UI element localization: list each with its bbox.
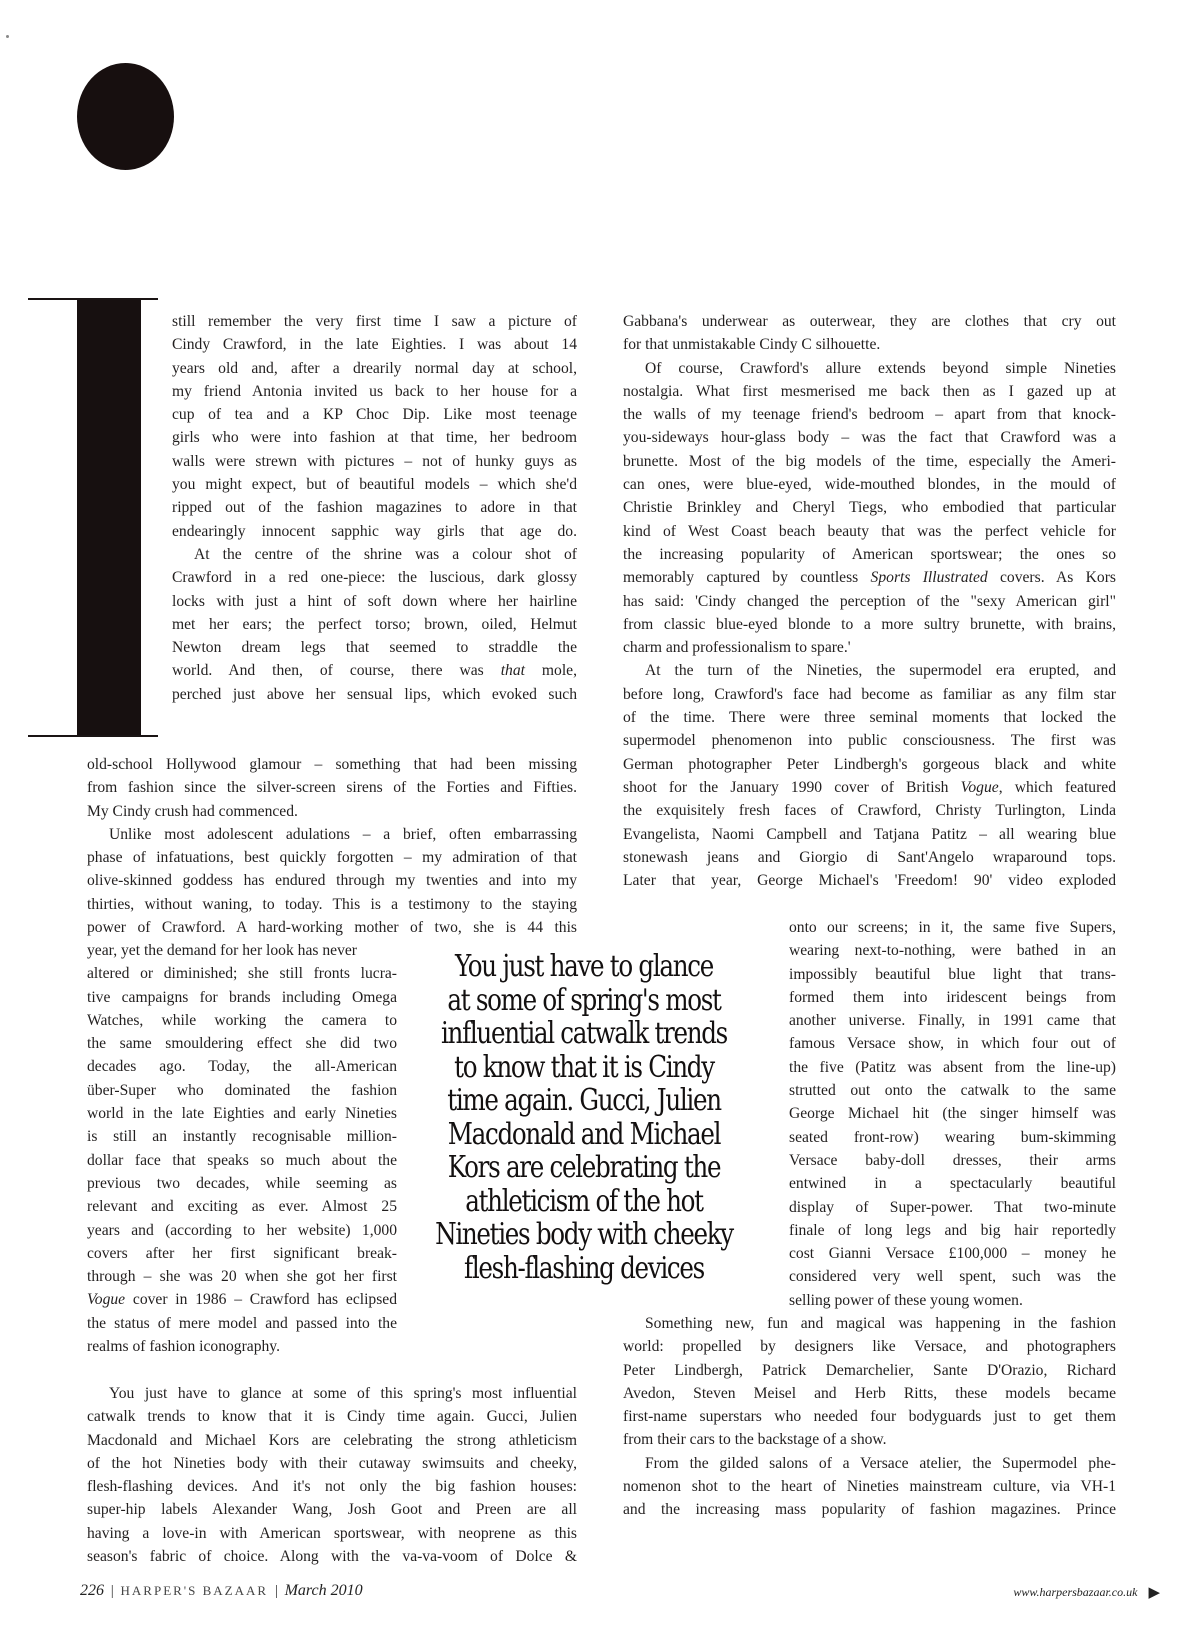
decorative-black-circle	[77, 63, 174, 170]
text-line: From the gilded salons of a Versace atelier, the Supermodel phe-	[645, 1454, 1116, 1472]
italic-emphasis: that	[500, 662, 525, 680]
text-line: supermodel phenomenon into public consciousness. The first was	[623, 732, 1116, 750]
text-run: mole,	[524, 662, 578, 680]
drop-cap-I	[28, 298, 158, 737]
pull-quote-line: Kors are celebrating the	[447, 1150, 721, 1185]
issue-date: March 2010	[284, 1582, 363, 1599]
text-line: You just have to glance at some of this spring's most influential	[109, 1385, 577, 1402]
text-line: the walls of my teenage friend's bedroom – apart from that knock-	[623, 406, 1116, 424]
pull-quote-line: flesh-flashing devices	[464, 1250, 704, 1286]
text-line: onto our screens; in it, the same five Supers,	[789, 919, 1116, 936]
text-line: power of Crawford. A hard-working mother of two, she is 44 this	[87, 919, 577, 937]
pull-quote-line: time again. Gucci, Julien	[447, 1083, 721, 1118]
text-line: you might expect, but of beautiful models – which she'd	[172, 476, 577, 494]
text-line: wearing next-to-nothing, were bathed in an	[789, 942, 1116, 960]
text-line: At the centre of the shrine was a colour shot of	[194, 545, 577, 563]
text-line: and the increasing mass popularity of fashion magazines. Prince	[623, 1501, 1116, 1519]
text-run: shoot for the January 1990 cover of British	[623, 778, 961, 796]
separator: |	[274, 1583, 278, 1599]
text-line: catwalk trends to know that it is Cindy time again. Gucci, Julien	[87, 1408, 577, 1426]
scan-speck	[6, 35, 9, 38]
text-line: George Michael hit (the singer himself was	[789, 1105, 1116, 1123]
pull-quote-line: You just have to glance	[455, 949, 713, 984]
text-line: Something new, fun and magical was happening in the fashion	[645, 1315, 1116, 1332]
drop-cap-serif-bottom	[28, 735, 158, 737]
separator: |	[110, 1583, 114, 1599]
pull-quote-line: athleticism of the hot	[465, 1183, 703, 1219]
text-line: nomenon shot to the heart of Nineties mainstream culture, via VH-1	[623, 1478, 1116, 1496]
text-line: has said: 'Cindy changed the perception of the "sexy American girl"	[623, 592, 1116, 610]
text-line: before long, Crawford's face had become as familiar as any film star	[623, 685, 1116, 703]
text-line: famous Versace show, in which four out of	[789, 1035, 1116, 1053]
text-line: Evangelista, Naomi Campbell and Tatjana Patitz – all wearing blue	[623, 825, 1116, 843]
magazine-name: HARPER'S BAZAAR	[120, 1583, 269, 1598]
italic-emphasis: Vogue	[960, 778, 999, 796]
text-line: another universe. Finally, in 1991 came that	[789, 1012, 1116, 1030]
text-line: entwined in a spectacularly beautiful	[789, 1175, 1116, 1193]
pull-quote-line: to know that it is Cindy	[454, 1049, 714, 1085]
text-line: Cindy Crawford, in the late Eighties. I was about 14	[172, 336, 577, 354]
text-run: covers. As Kors	[987, 569, 1116, 587]
text-line: relevant and exciting as ever. Almost 25	[87, 1198, 397, 1216]
page-footer-website	[1013, 1583, 1160, 1602]
text-line: formed them into iridescent beings from	[789, 988, 1116, 1006]
text-line: from fashion since the silver-screen sirens of the Forties and Fifties.	[87, 779, 577, 797]
col2-bottom-paragraphs	[623, 1312, 1116, 1522]
text-line: Of course, Crawford's allure extends beyond simple Nineties	[645, 359, 1116, 377]
text-line: Crawford in a red one-piece: the luscious, dark glossy	[172, 569, 577, 587]
text-line: considered very well spent, such was the	[789, 1268, 1116, 1286]
text-line: display of Super-power. That two-minute	[789, 1198, 1116, 1216]
text-line: thirties, without waning, to today. This is a testimony to the staying	[87, 895, 577, 913]
text-line: seated front-row) wearing bum-skimming	[789, 1128, 1116, 1146]
text-line: dollar face that speaks so much about the	[87, 1151, 397, 1169]
text-line: years and (according to her website) 1,000	[87, 1221, 397, 1239]
text-line: At the turn of the Nineties, the supermodel era erupted, and	[645, 662, 1116, 680]
text-line: for that unmistakable Cindy C silhouette.	[623, 336, 881, 354]
text-line: altered or diminished; she still fronts lucra-	[87, 965, 397, 983]
text-line: endearingly innocent sapphic way girls that age do.	[172, 522, 577, 540]
text-run: cover in 1986 – Crawford has eclipsed	[125, 1291, 397, 1309]
page-number: 226	[80, 1582, 104, 1599]
text-line: olive-skinned goddess has endured through my twenties and into my	[87, 872, 577, 890]
text-line: finale of long legs and big hair reportedly	[789, 1221, 1116, 1239]
pull-quote-line: Nineties body with cheeky	[435, 1217, 733, 1252]
text-line: the increasing popularity of American sportswear; the ones so	[623, 545, 1116, 563]
pull-quote-line: influential catwalk trends	[440, 1016, 728, 1051]
next-page-arrow-icon[interactable]: ▶	[1148, 1585, 1160, 1601]
text-line	[623, 566, 1116, 589]
text-line: having a love-in with American sportswear, with neoprene as this	[87, 1524, 577, 1542]
text-line: phase of infatuations, best quickly forgotten – my admiration of that	[87, 849, 577, 867]
text-line: tive campaigns for brands including Omega	[87, 988, 397, 1006]
col1-narrow-paragraph	[87, 939, 397, 1358]
text-line: Watches, while working the camera to	[87, 1011, 397, 1029]
text-line: perched just above her sensual lips, which evoked such	[172, 685, 577, 703]
text-line: can ones, were blue-eyed, wide-mouthed blondes, in the mould of	[623, 476, 1116, 494]
drop-cap-stem	[77, 300, 141, 735]
text-line: decades ago. Today, the all-American	[87, 1058, 397, 1076]
text-line: über-Super who dominated the fashion	[87, 1081, 397, 1099]
text-line: super-hip labels Alexander Wang, Josh Goot and Preen are all	[87, 1501, 577, 1519]
text-line: the status of mere model and passed into the	[87, 1314, 397, 1332]
text-line: Later that year, George Michael's 'Freedom! 90' video exploded	[623, 872, 1116, 890]
pull-quote	[435, 950, 733, 1285]
text-line: year, yet the demand for her look has never	[87, 942, 357, 959]
page-footer-folio	[80, 1582, 363, 1600]
text-line: Christie Brinkley and Cheryl Tiegs, who embodied that particular	[623, 499, 1116, 517]
text-line: met her ears; the perfect torso; brown, oiled, Helmut	[172, 615, 577, 633]
text-line: first-name superstars who needed four bodyguards just to get them	[623, 1408, 1116, 1426]
text-line: selling power of these young women.	[789, 1291, 1023, 1309]
text-line: covers after her first significant break-	[87, 1244, 397, 1262]
text-line: girls who were into fashion at that time, her bedroom	[172, 429, 577, 447]
text-line: the exquisitely fresh faces of Crawford, Christy Turlington, Linda	[623, 802, 1116, 820]
text-line: still remember the very first time I saw a picture of	[172, 313, 577, 330]
text-line: Peter Lindbergh, Patrick Demarchelier, Sante D'Orazio, Richard	[623, 1361, 1116, 1379]
text-line: my friend Antonia invited us back to her house for a	[172, 382, 577, 400]
text-line: previous two decades, while seeming as	[87, 1174, 397, 1192]
text-line: of the hot Nineties body with their cutaway swimsuits and cheeky,	[87, 1454, 577, 1472]
col1-full-paragraphs	[87, 753, 577, 939]
text-run: world. And then, of course, there was	[172, 662, 501, 680]
text-line: Versace baby-doll dresses, their arms	[789, 1151, 1116, 1169]
text-line: from their cars to the backstage of a show.	[623, 1431, 887, 1449]
text-line: ripped out of the fashion magazines to adore in that	[172, 499, 577, 517]
text-line: Newton dream legs that seemed to straddle the	[172, 639, 577, 657]
text-line: charm and professionalism to spare.'	[623, 639, 851, 657]
text-line: nostalgia. What first mesmerised me back then as I gazed up at	[623, 382, 1116, 400]
text-line: walls were strewn with pictures – not of hunky guys as	[172, 452, 577, 470]
text-line: Gabbana's underwear as outerwear, they are clothes that cry out	[623, 313, 1116, 330]
text-line: from classic blue-eyed blonde to a more sultry brunette, with brains,	[623, 615, 1116, 633]
italic-emphasis: Sports Illustrated	[870, 569, 988, 587]
text-line: brunette. Most of the big models of the time, especially the Ameri-	[623, 452, 1116, 470]
text-line: you-sideways hour-glass body – was the fact that Crawford was a	[623, 429, 1116, 447]
pull-quote-line: Macdonald and Michael	[447, 1116, 721, 1152]
col2-top-paragraphs	[623, 310, 1116, 892]
text-line: strutted out onto the catwalk to the same	[789, 1082, 1116, 1100]
col1-intro-paragraphs	[172, 310, 577, 706]
text-line: cup of tea and a KP Choc Dip. Like most teenage	[172, 406, 577, 424]
italic-emphasis: Vogue	[87, 1291, 126, 1309]
col1-bottom-paragraph	[87, 1382, 577, 1568]
col2-narrow-paragraph	[789, 916, 1116, 1312]
text-line: the five (Patitz was absent from the line-up)	[789, 1058, 1116, 1076]
text-run: , which featured	[998, 778, 1116, 796]
text-line: German photographer Peter Lindbergh's gorgeous black and white	[623, 755, 1116, 773]
text-line: Avedon, Steven Meisel and Herb Ritts, these models became	[623, 1384, 1116, 1402]
text-line: stonewash jeans and Giorgio di Sant'Angelo wraparound tops.	[623, 848, 1116, 866]
text-line	[172, 659, 577, 682]
text-line: cost Gianni Versace £100,000 – money he	[789, 1245, 1116, 1263]
text-line: flesh-flashing devices. And it's not only the big fashion houses:	[87, 1478, 577, 1496]
text-line: kind of West Coast beach beauty that was the perfect vehicle for	[623, 522, 1116, 540]
website-url[interactable]: www.harpersbazaar.co.uk	[1013, 1585, 1138, 1599]
text-line: world in the late Eighties and early Nineties	[87, 1105, 397, 1123]
text-line: years old and, after a drearily normal day at school,	[172, 359, 577, 377]
text-line: Macdonald and Michael Kors are celebrating the strong athleticism	[87, 1431, 577, 1449]
pull-quote-line: at some of spring's most	[447, 982, 721, 1018]
text-line: season's fabric of choice. Along with the va-va-voom of Dolce &	[87, 1548, 577, 1566]
text-line: Unlike most adolescent adulations – a brief, often embarrassing	[109, 825, 577, 843]
text-line: My Cindy crush had commenced.	[87, 802, 298, 820]
text-run: memorably captured by countless	[623, 569, 871, 587]
text-line: is still an instantly recognisable million-	[87, 1128, 397, 1146]
text-line	[623, 776, 1116, 799]
text-line: through – she was 20 when she got her first	[87, 1268, 397, 1286]
text-line: old-school Hollywood glamour – something that had been missing	[87, 756, 577, 773]
text-line: realms of fashion iconography.	[87, 1338, 280, 1356]
text-line: locks with just a hint of soft down where her hairline	[172, 592, 577, 610]
text-line: of the time. There were three seminal moments that locked the	[623, 709, 1116, 727]
text-line	[87, 1288, 397, 1311]
text-line: world: propelled by designers like Versace, and photographers	[623, 1338, 1116, 1356]
text-line: the same smouldering effect she did two	[87, 1035, 397, 1053]
text-line: impossibly beautiful blue light that trans-	[789, 965, 1116, 983]
